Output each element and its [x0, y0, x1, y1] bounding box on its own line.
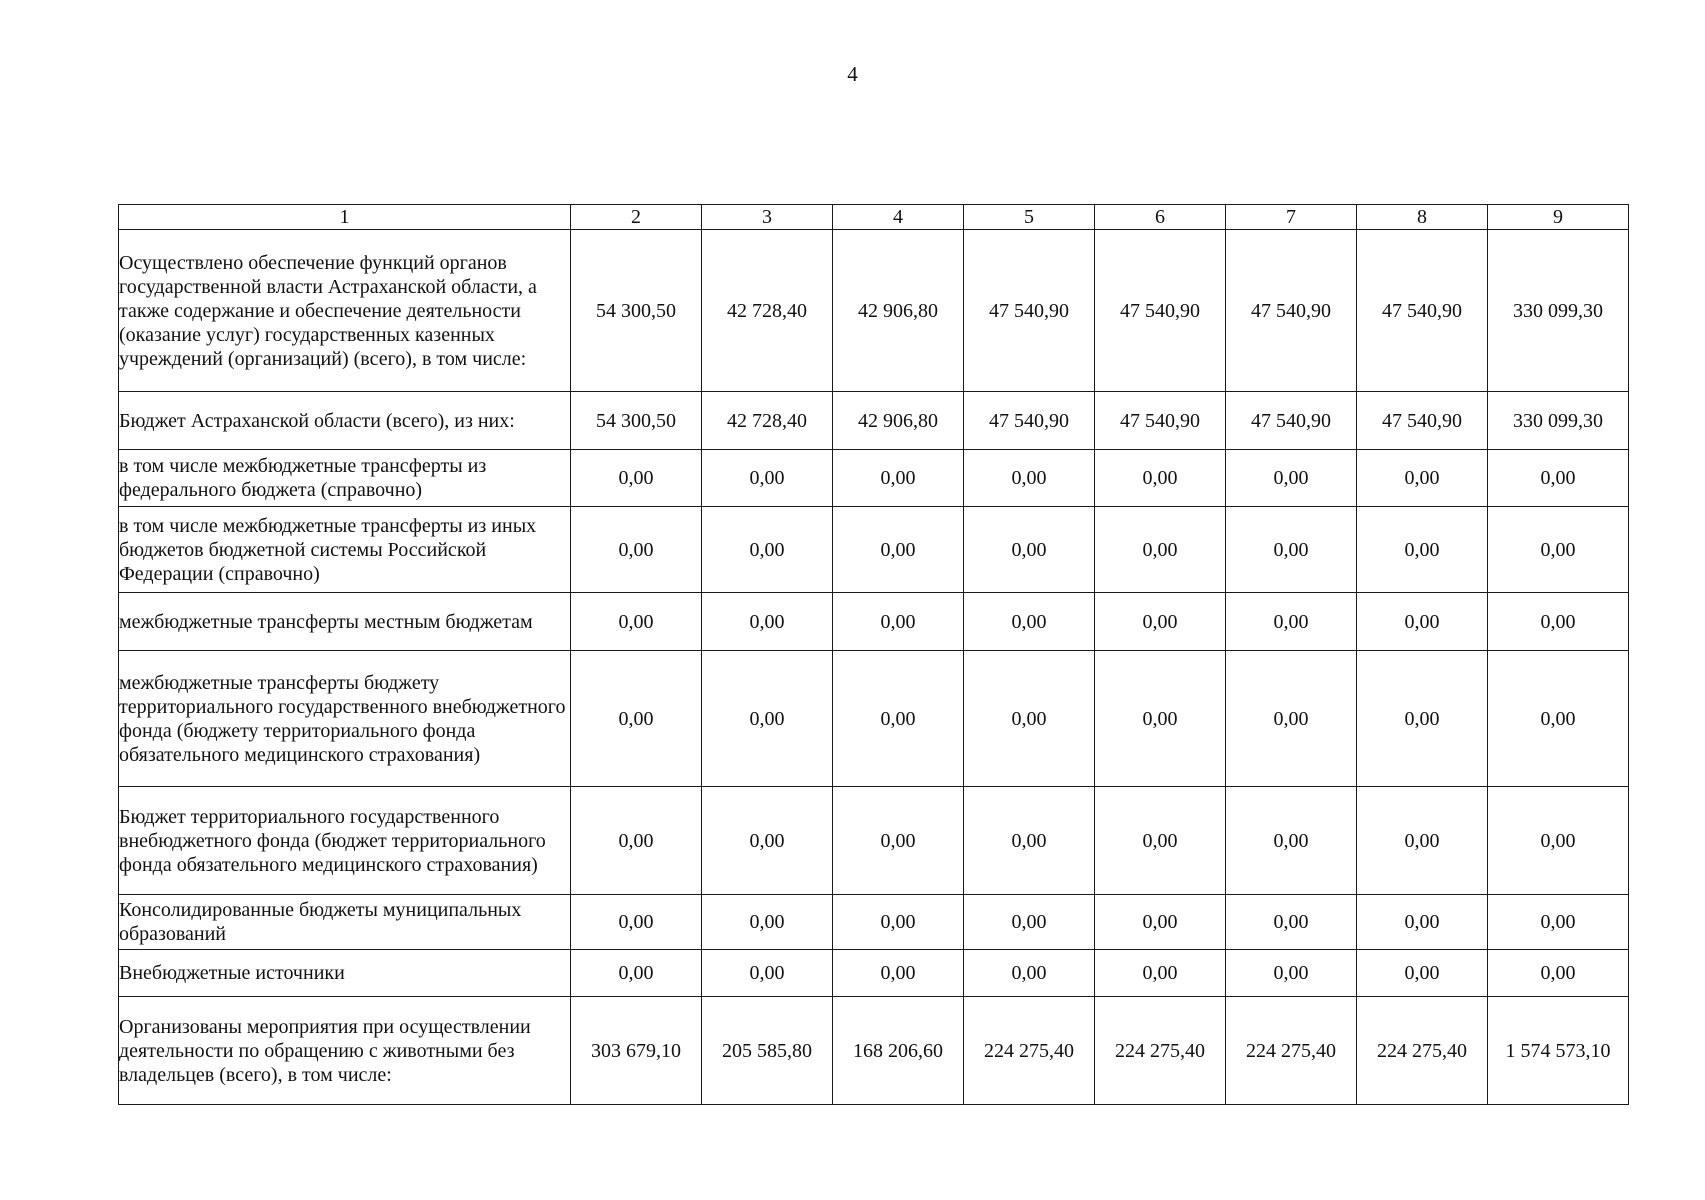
table-row: [119, 392, 1629, 450]
value-cell: 0,00: [702, 787, 833, 895]
value-cell: 0,00: [1357, 507, 1488, 593]
row-label: Бюджет Астраханской области (всего), из них:: [119, 392, 571, 450]
value-cell: 0,00: [1357, 950, 1488, 997]
value-cell: 0,00: [571, 895, 702, 950]
column-header: 7: [1226, 205, 1357, 230]
value-cell: 0,00: [702, 651, 833, 787]
value-cell: 0,00: [571, 507, 702, 593]
page-number: 4: [847, 62, 858, 86]
value-cell: 54 300,50: [571, 392, 702, 450]
value-cell: 0,00: [833, 651, 964, 787]
value-cell: 0,00: [1357, 593, 1488, 651]
column-header: 1: [119, 205, 571, 230]
value-cell: 0,00: [1488, 593, 1629, 651]
value-cell: 0,00: [1095, 895, 1226, 950]
row-label: межбюджетные трансферты местным бюджетам: [119, 593, 571, 651]
value-cell: 0,00: [1226, 593, 1357, 651]
value-cell: 0,00: [1488, 651, 1629, 787]
value-cell: 0,00: [833, 593, 964, 651]
value-cell: 0,00: [1095, 950, 1226, 997]
value-cell: 0,00: [1095, 651, 1226, 787]
table-row: [119, 450, 1629, 507]
value-cell: 0,00: [702, 593, 833, 651]
value-cell: 0,00: [571, 651, 702, 787]
value-cell: 42 728,40: [702, 392, 833, 450]
value-cell: 330 099,30: [1488, 230, 1629, 392]
value-cell: 0,00: [702, 950, 833, 997]
value-cell: 42 906,80: [833, 392, 964, 450]
value-cell: 0,00: [964, 895, 1095, 950]
value-cell: 0,00: [964, 651, 1095, 787]
row-label: Организованы мероприятия при осуществлении деятельности по обращению с животными без владельцев (всего), в том числе:: [119, 997, 571, 1105]
header-row: [119, 205, 1629, 230]
row-label: межбюджетные трансферты бюджету территориального государственного внебюджетного фонда (бюджету территориального фонда обязательного медицинского страхования): [119, 651, 571, 787]
value-cell: 224 275,40: [1095, 997, 1226, 1105]
value-cell: 0,00: [833, 950, 964, 997]
row-label: Бюджет территориального государственного внебюджетного фонда (бюджет территориального фонда обязательного медицинского страхования): [119, 787, 571, 895]
value-cell: 0,00: [1488, 507, 1629, 593]
table-row: [119, 895, 1629, 950]
column-header: 4: [833, 205, 964, 230]
value-cell: 0,00: [833, 787, 964, 895]
value-cell: 47 540,90: [1095, 230, 1226, 392]
value-cell: 0,00: [571, 450, 702, 507]
value-cell: 0,00: [1226, 895, 1357, 950]
value-cell: 303 679,10: [571, 997, 702, 1105]
value-cell: 0,00: [1488, 787, 1629, 895]
value-cell: 224 275,40: [1226, 997, 1357, 1105]
row-label: в том числе межбюджетные трансферты из федерального бюджета (справочно): [119, 450, 571, 507]
value-cell: 42 906,80: [833, 230, 964, 392]
value-cell: 0,00: [1095, 507, 1226, 593]
value-cell: 0,00: [1488, 450, 1629, 507]
value-cell: 330 099,30: [1488, 392, 1629, 450]
row-label: в том числе межбюджетные трансферты из иных бюджетов бюджетной системы Российской Федерации (справочно): [119, 507, 571, 593]
value-cell: 42 728,40: [702, 230, 833, 392]
value-cell: 0,00: [833, 895, 964, 950]
value-cell: 1 574 573,10: [1488, 997, 1629, 1105]
value-cell: 0,00: [964, 950, 1095, 997]
value-cell: 224 275,40: [964, 997, 1095, 1105]
row-label: Осуществлено обеспечение функций органов государственной власти Астраханской области, а также содержание и обеспечение деятельности (оказание услуг) государственных казенных учреждений (организаций) (всего), в том числе:: [119, 230, 571, 392]
table-row: [119, 787, 1629, 895]
value-cell: 0,00: [1357, 651, 1488, 787]
value-cell: 0,00: [1357, 787, 1488, 895]
value-cell: 0,00: [1357, 450, 1488, 507]
value-cell: 47 540,90: [1226, 392, 1357, 450]
column-header: 6: [1095, 205, 1226, 230]
value-cell: 205 585,80: [702, 997, 833, 1105]
value-cell: 0,00: [1488, 895, 1629, 950]
value-cell: 47 540,90: [964, 230, 1095, 392]
value-cell: 0,00: [833, 507, 964, 593]
value-cell: 0,00: [1226, 507, 1357, 593]
column-header: 2: [571, 205, 702, 230]
table-row: [119, 997, 1629, 1105]
value-cell: 47 540,90: [1226, 230, 1357, 392]
budget-table: [118, 204, 1629, 1105]
table-row: [119, 230, 1629, 392]
value-cell: 168 206,60: [833, 997, 964, 1105]
table-row: [119, 593, 1629, 651]
value-cell: 0,00: [702, 507, 833, 593]
column-header: 5: [964, 205, 1095, 230]
row-label: Консолидированные бюджеты муниципальных образований: [119, 895, 571, 950]
value-cell: 0,00: [1095, 450, 1226, 507]
value-cell: 0,00: [1226, 651, 1357, 787]
value-cell: 0,00: [702, 895, 833, 950]
value-cell: 0,00: [571, 787, 702, 895]
value-cell: 0,00: [1226, 450, 1357, 507]
column-header: 9: [1488, 205, 1629, 230]
value-cell: 0,00: [1095, 593, 1226, 651]
value-cell: 0,00: [571, 593, 702, 651]
column-header: 3: [702, 205, 833, 230]
table-row: [119, 651, 1629, 787]
value-cell: 54 300,50: [571, 230, 702, 392]
value-cell: 0,00: [1095, 787, 1226, 895]
value-cell: 0,00: [702, 450, 833, 507]
value-cell: 47 540,90: [1357, 230, 1488, 392]
value-cell: 0,00: [833, 450, 964, 507]
value-cell: 224 275,40: [1357, 997, 1488, 1105]
value-cell: 0,00: [1488, 950, 1629, 997]
value-cell: 0,00: [964, 787, 1095, 895]
value-cell: 0,00: [964, 593, 1095, 651]
row-label: Внебюджетные источники: [119, 950, 571, 997]
value-cell: 0,00: [1357, 895, 1488, 950]
value-cell: 47 540,90: [964, 392, 1095, 450]
value-cell: 47 540,90: [1357, 392, 1488, 450]
value-cell: 0,00: [1226, 950, 1357, 997]
value-cell: 47 540,90: [1095, 392, 1226, 450]
table-row: [119, 950, 1629, 997]
value-cell: 0,00: [964, 507, 1095, 593]
value-cell: 0,00: [964, 450, 1095, 507]
column-header: 8: [1357, 205, 1488, 230]
value-cell: 0,00: [1226, 787, 1357, 895]
value-cell: 0,00: [571, 950, 702, 997]
table-row: [119, 507, 1629, 593]
